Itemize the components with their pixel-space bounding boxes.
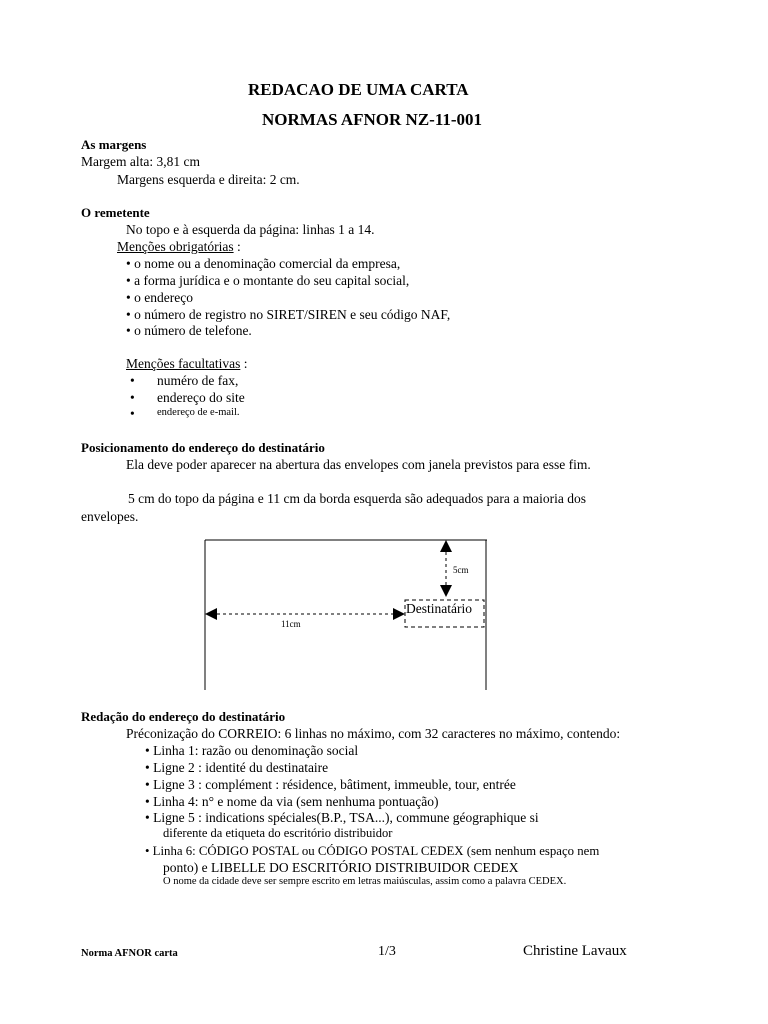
mandatory-title-row (117, 238, 241, 255)
recipient-item-4: • Linha 4: n° e nome da via (sem nenhuma pontuação) (145, 794, 439, 809)
recipient-item-2: • Ligne 2 : identité du destinataire (145, 760, 329, 775)
mandatory-colon: : (233, 239, 241, 254)
optional-title: Menções facultativas (126, 356, 241, 371)
optional-item-1: numéro de fax, (157, 373, 239, 388)
mandatory-item-3: • o endereço (126, 290, 193, 305)
sender-heading: O remetente (81, 205, 150, 220)
arrow-left-head (205, 608, 217, 620)
mandatory-item-2: • a forma jurídica e o montante do seu capital social, (126, 273, 410, 288)
position-heading: Posicionamento do endereço do destinatário (81, 440, 325, 455)
optional-title-row (126, 355, 247, 372)
recipient-box-label: Destinatário (406, 601, 472, 616)
recipient-item-5: • Ligne 5 : indications spéciales(B.P., TSA...), commune géographique si (145, 810, 539, 825)
footer-left: Norma AFNOR carta (81, 948, 178, 959)
mandatory-item-5: • o número de telefone. (126, 323, 252, 338)
page-subtitle: NORMAS AFNOR NZ-11-001 (262, 110, 483, 129)
arrow-up-head (440, 540, 452, 552)
optional-bullet-2: • (130, 390, 135, 405)
top-distance-label: 5cm (453, 565, 469, 575)
recipient-note: O nome da cidade deve ser sempre escrito em letras maiúsculas, assim como a palavra CEDEX. (163, 876, 567, 887)
margins-line2: Margens esquerda e direita: 2 cm. (117, 172, 300, 187)
envelope-diagram (204, 538, 488, 690)
optional-bullet-1: • (130, 373, 135, 388)
recipient-intro: Préconização do CORREIO: 6 linhas no máximo, com 32 caracteres no máximo, contendo: (126, 726, 621, 741)
optional-colon: : (240, 356, 248, 371)
page-number: 1/3 (378, 944, 396, 959)
footer-author: Christine Lavaux (523, 943, 627, 959)
mandatory-title: Menções obrigatórias (117, 239, 234, 254)
position-line1: Ela deve poder aparecer na abertura das envelopes com janela previstos para esse fim. (126, 457, 591, 472)
recipient-item-6: • Linha 6: CÓDIGO POSTAL ou CÓDIGO POSTAL CEDEX (sem nenhum espaço nem (145, 844, 600, 858)
position-line2: 5 cm do topo da página e 11 cm da borda esquerda são adequados para a maioria dos (128, 491, 586, 506)
position-line3: envelopes. (81, 509, 139, 524)
arrow-right-head (393, 608, 405, 620)
left-distance-label: 11cm (281, 619, 301, 629)
optional-item-2: endereço do site (157, 390, 245, 405)
mandatory-item-4: • o número de registro no SIRET/SIREN e seu código NAF, (126, 307, 451, 322)
page-title: REDACAO DE UMA CARTA (248, 80, 469, 99)
recipient-item-6-cont: ponto) e LIBELLE DO ESCRITÓRIO DISTRIBUIDOR CEDEX (163, 860, 519, 875)
mandatory-item-1: • o nome ou a denominação comercial da empresa, (126, 256, 401, 271)
sender-line1: No topo e à esquerda da página: linhas 1 a 14. (126, 222, 375, 237)
arrow-down-head (440, 585, 452, 597)
recipient-item-1: • Linha 1: razão ou denominação social (145, 743, 359, 758)
recipient-heading: Redação do endereço do destinatário (81, 709, 286, 724)
optional-item-3: endereço de e-mail. (157, 407, 240, 418)
recipient-item-5-cont: diferente da etiqueta do escritório distribuidor (163, 826, 393, 840)
recipient-item-3: • Ligne 3 : complément : résidence, bâtiment, immeuble, tour, entrée (145, 777, 516, 792)
optional-bullet-3: • (130, 406, 135, 421)
margins-line1: Margem alta: 3,81 cm (81, 154, 200, 169)
margins-heading: As margens (81, 137, 147, 152)
